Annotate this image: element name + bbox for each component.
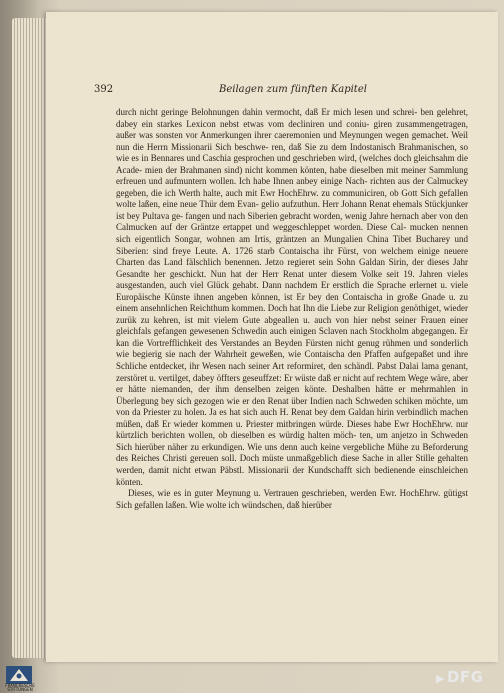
text-line: ihr Fürst, von welchem einige neuere Charten das Land fälschlich benennen. [116,245,468,268]
text-line: mucken nennen sich eigentlich Songar, wohnen am Irtis, gräntzen an Mungalien [116,222,468,245]
text-line: richten aus der Calmuckey gegeben, die ich Werth halte, auch mit Ewr HochEhrw. [116,176,468,198]
text-line: Jetzo regieret sein Sohn Galdan Sirin, der dieses Jahr Gesandte her geschickt. [116,257,468,279]
text-line: zu holen. Ja es hat sich auch H. Renat bey dem Galdan hirin verbindlich machen [173,407,468,418]
text-line: Gnade u. zu einem ansehnlichen Reichthum kommen. Doch hat Ihn die Liebe zur [116,291,469,314]
paragraph [116,488,468,511]
logo-caption-line: FRANCKESCHE [5,683,35,688]
page-number: 392 [94,84,114,95]
text-line: Doch müste unmaßgeblich diese Sache in aller Stille gehalten werden, damit [116,453,469,475]
text-line: sie nach der Wahrheit geweßen, wie Contaischa den Pfaffen aufgepaßet und ihre [165,349,468,360]
logo-caption-line: STIFTUNGEN [7,687,33,692]
text-line: Calmucken auf der Gräntze ertappet und weggeschleppet worden. Diese Cal- [116,222,407,233]
text-line: zeigen könte. Deshalben hätte er mehrmahlen in Überlegung bey sich gezogen wie [116,384,469,406]
dfg-label: DFG [446,668,484,686]
text-line: giren zusammengetragen, außer was sonsten vor Anmerkungen ihrer caeremonien [116,118,469,141]
text-line: auch von hier nebst seiner Frauen einer gleichfals gefangen gewesenen Schwedin [116,314,469,337]
institution-logo [6,666,32,684]
text-line: nicht etwan Päbstl. Missionarii der Kundschafft sich bedienende einschleichen [172,464,469,475]
text-line: Dieses, wie es in guter Meynung u. Vertrauen geschrieben, werden Ewr. [128,488,397,499]
text-line: mien der Brahmanen sind) nicht kommen könten, habe dieselben mit meiner [144,164,427,175]
text-line: müßen, daß Er wieder kommen u. Priester mitbringen würde. Dieses habe Ewr [116,418,410,429]
text-line: ren, daß Sie zu dem Indostanisch Brahmanischen, so wie es in Bennares und [116,141,469,164]
dfg-watermark [436,668,483,686]
text-line: er den Renat über Indien nach Schweden schiken möchte, um von da Priester [116,395,468,418]
text-line: HochEhrw. gütigst Sich gefallen laßen. Wie wolte ich wündschen, daß hierüber [116,488,468,510]
text-line: China Tibet Bucharey und Siberien: sind freye Leute. A. 1726 starb Contaischa [116,234,469,256]
text-line: auch keine vergebliche Mühe zu Beforderung des Reiches Christi gereuen soll. [116,441,469,464]
text-line: Sammlung erfreuen und aufmuntern wollen. Ich habe Ihnen anbey einige Nach- [116,164,469,187]
text-line: Schliche entdecket, ihr Wesen nach seiner Art reformiret, den schändl. Pabst [116,361,397,372]
text-line: Nun hat der Herr Renat unter diesem Volke seit 19. Jahren vieles ausgestanden, [116,268,469,291]
arrow-icon: ▶ [436,672,445,685]
running-head: Beilagen zum fünften Kapitel [219,84,367,95]
text-line: durch nicht geringe Belohnungen dahin vermocht, daß Er mich lesen und schrei- [116,107,418,117]
text-line: Verstandes an Beyden Fürsten nicht genug rühmen und sonderlich wie begierig [116,337,468,360]
text-line: Europäische Künste ihnen angeben können, ist Er bey den Contaischa in große [116,291,418,302]
text-line: ten, um anjetzo in Schweden Sich hierüber näher zu erkundigen. Wie uns denn [116,430,468,452]
text-line: und Meynungen wegen gemachet. Weil nun die Herrn Missionarii Sich beschwe- [116,130,468,152]
text-line: auch einigen Sclaven nach Stockholm abgegangen. Er kan die Vortrefflichkeit des [116,326,469,348]
text-line: Religion genöthiget, wieder zurük zu kehren, ist mit vielem Gute abgeallen u. [116,303,469,325]
page-header [94,84,460,98]
text-line: zu communiciren, ob Gott Sich gefallen wolte laßen, eine neue Thür dem Evan- [116,187,468,210]
text-line: gelio aufzuthun. Herr Johann Renat ehemals Stückjunker ist bey Pultava ge- [116,199,469,221]
text-line: er nicht auf rechtem Wege wäre, aber er hätte niemanden, der ihm denselben [116,372,468,395]
text-line: auch viel Glück gehabt. Dann nachdem Er erstlich die Sprache erlernet u. viele [169,280,469,291]
crest-icon [6,666,32,684]
paragraph [116,107,468,488]
body-text [116,107,468,511]
text-line: HochEhrw. nur kürtzlich berichten wollen, ob dieselben es würdig halten möch- [116,418,469,441]
text-line: könten. [116,476,143,487]
text-line: ben gelehret, dabey ein starkes Lexicon nebst etwas vom decliniren und coniu- [116,107,468,129]
text-line: Caschia gesprochen und geschrieben wird, (welches doch gleichsahm die Acade- [116,153,468,175]
text-line: Dalai lama genant, zerstöret u. vertilget, dabey öffters geseuffzet: Er wüste daß [116,361,468,383]
logo-caption [2,684,38,692]
text-line: fangen und nach Siberien gebracht worden, wenig Jahre hernach aber von den [185,210,468,221]
